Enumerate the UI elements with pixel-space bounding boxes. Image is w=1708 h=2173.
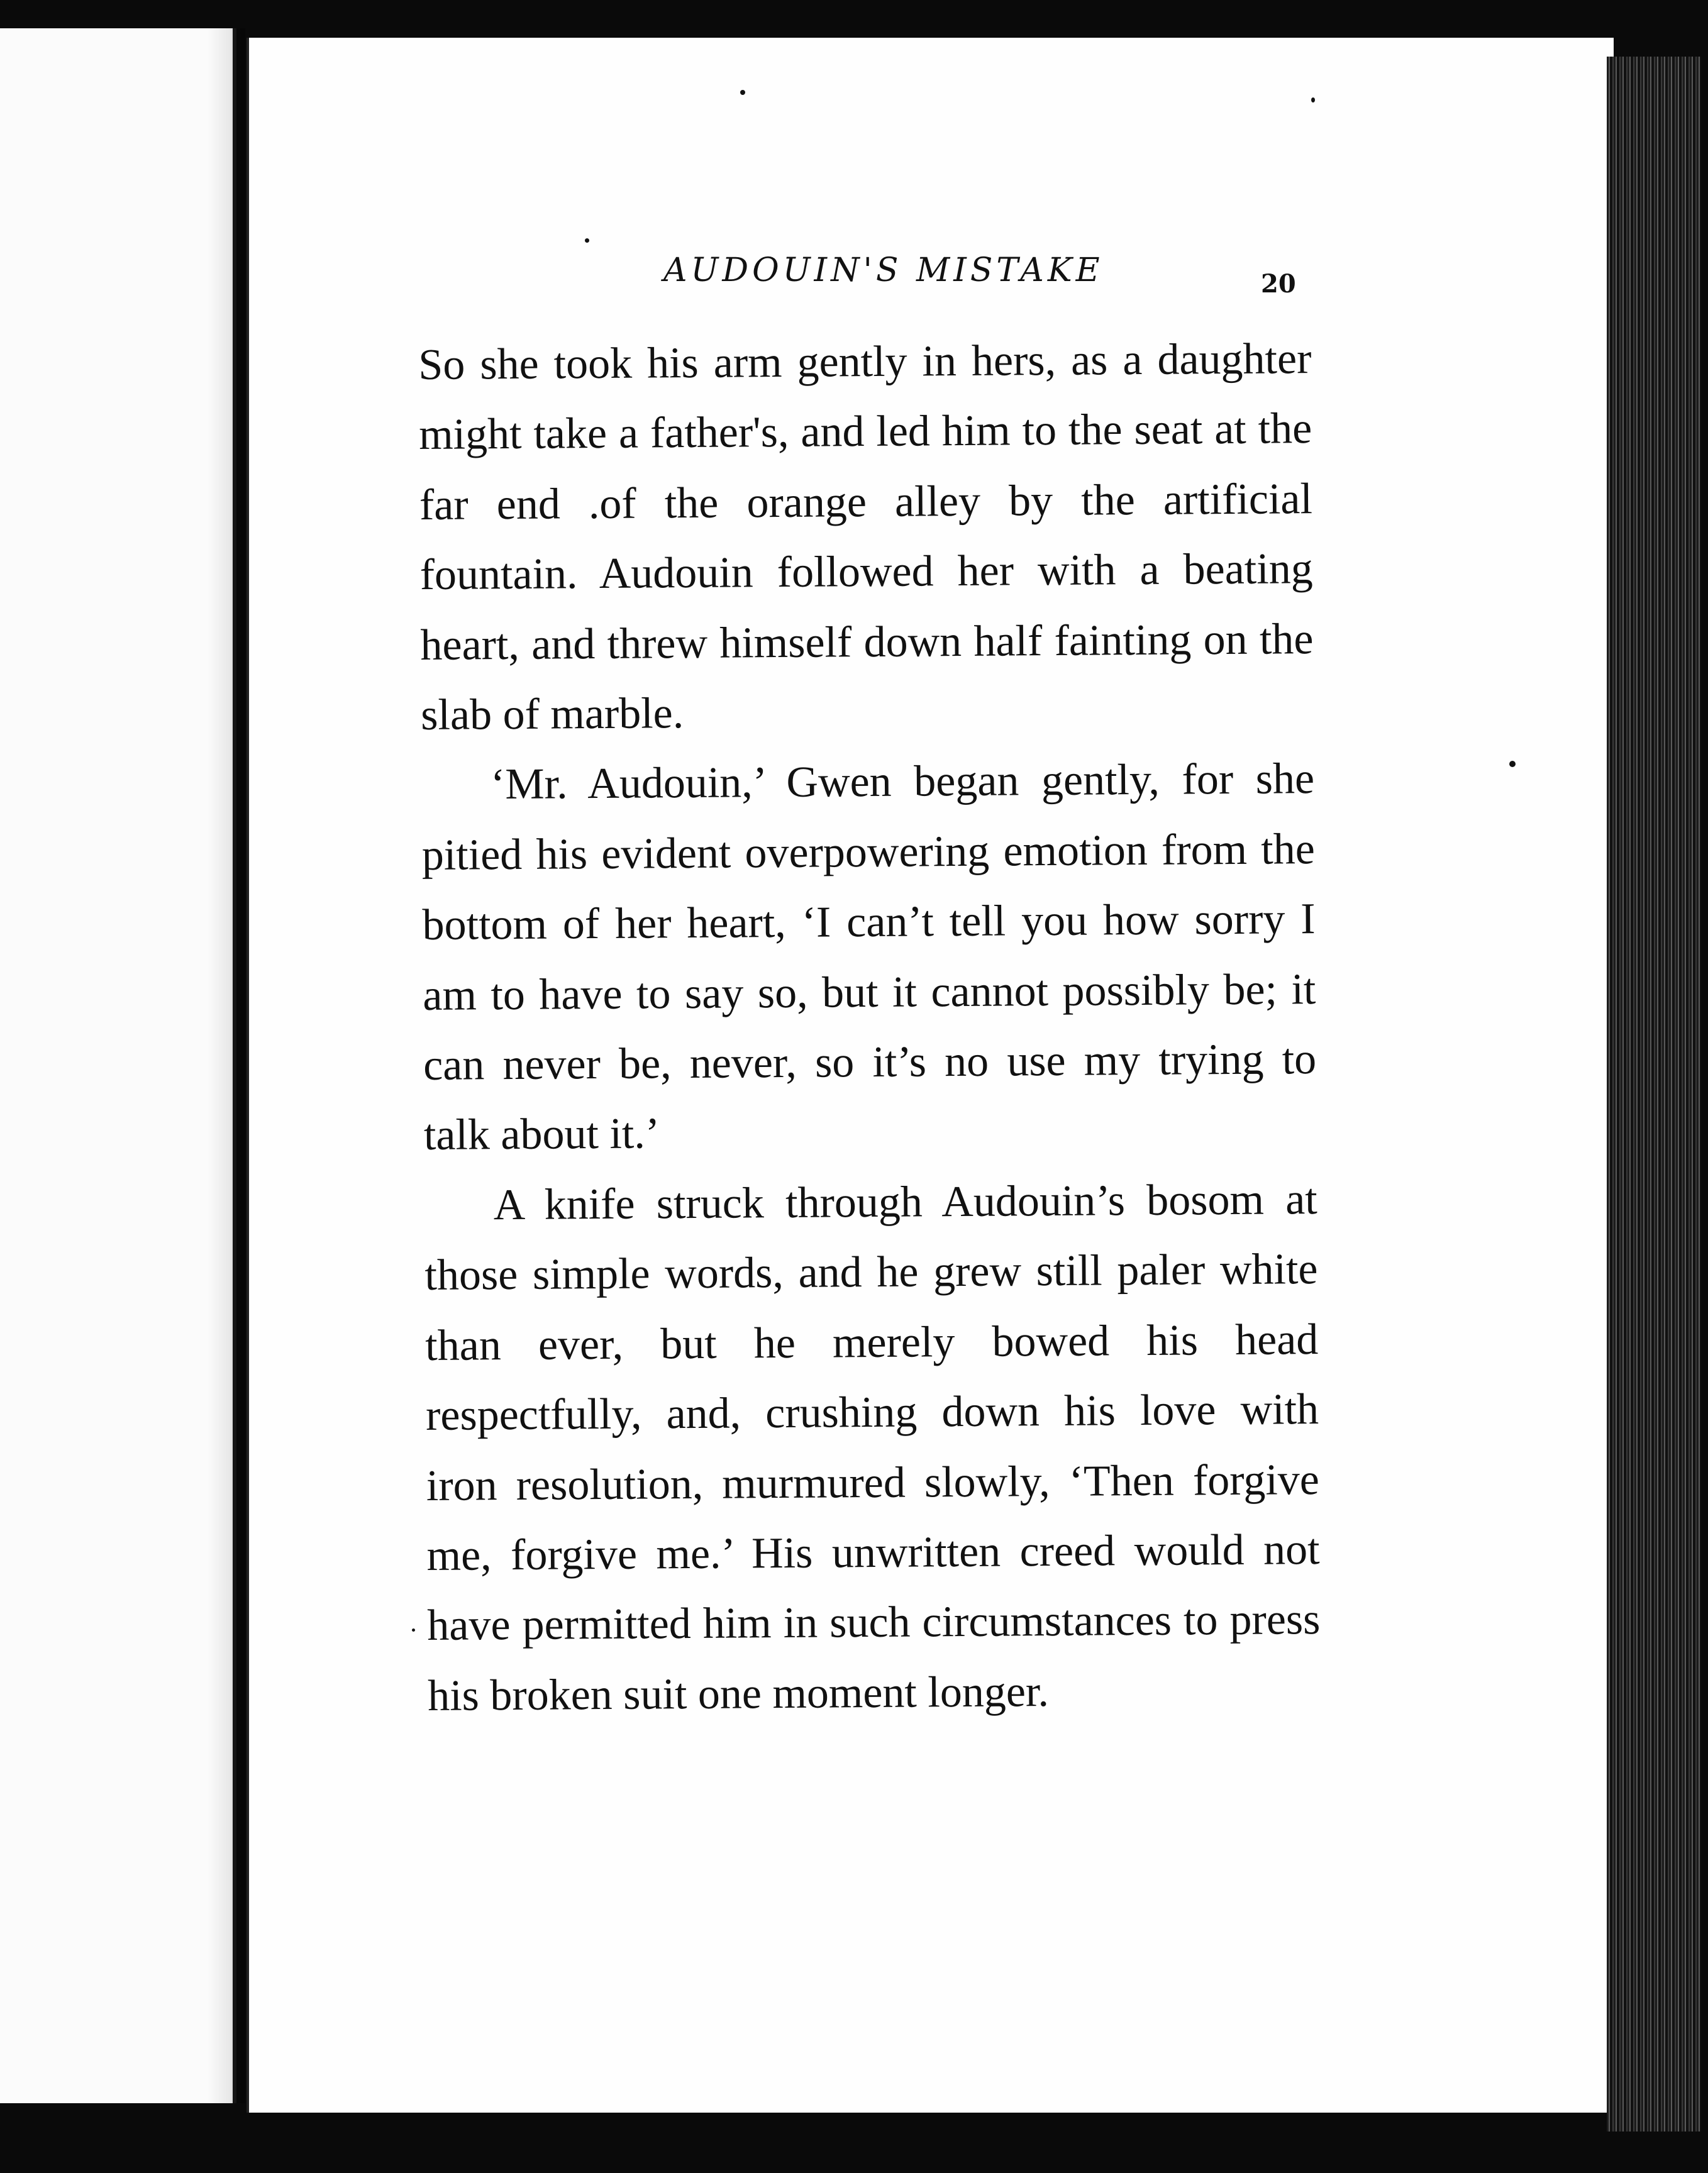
page-edges xyxy=(1607,57,1701,2132)
body-text xyxy=(418,324,1321,1731)
scan-speck xyxy=(740,90,745,95)
scan-speck xyxy=(412,1628,415,1632)
page-number: 20 xyxy=(1261,269,1296,299)
paragraph: So she took his arm gently in hers, as a daughter might take a father's, and led him to the seat at the far end .of the orange alley by the artificial fountain. Audouin followed her with a beating heart, and threw himself down half fainting on the slab of marble. xyxy=(418,335,1314,740)
scan-speck xyxy=(1509,761,1516,767)
paragraph: ‘Mr. Audouin,’ Gwen began gently, for she pitied his evident overpowering emotion from the bottom of her heart, ‘I can’t tell you how sorry I am to have to say so, but it cannot possibly be; it can never be, never, so it’s no use my trying to talk about it.’ xyxy=(421,755,1317,1160)
left-page xyxy=(0,28,236,2103)
scan-speck xyxy=(585,238,589,243)
gutter-shadow xyxy=(208,28,245,2103)
paragraph: A knife struck through Audouin’s bosom at those simple words, and he grew still paler white than ever, but he merely bowed his head respectfully, and, crushing down his love with iron resolution, murmured slowly, ‘Then forgive me, forgive me.’ His unwritten creed would not have permitted him in such circumstances to press his broken suit one moment longer. xyxy=(424,1175,1321,1720)
scan-speck xyxy=(1311,97,1315,102)
running-head: AUDOUIN'S MISTAKE xyxy=(663,252,1104,289)
